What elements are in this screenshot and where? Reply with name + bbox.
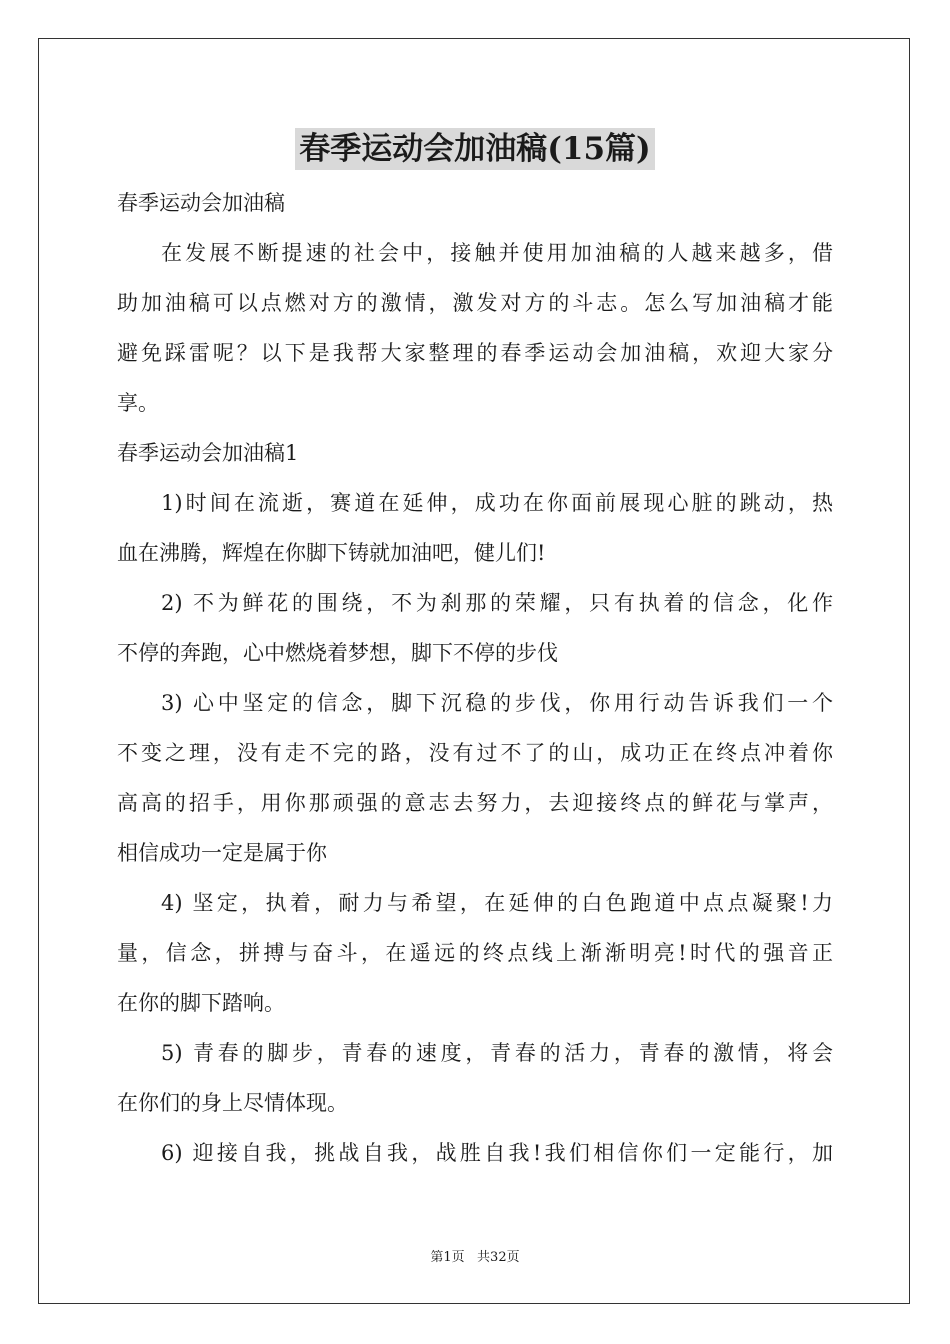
paragraph-line: 血在沸腾，辉煌在你脚下铸就加油吧，健儿们!	[117, 541, 546, 565]
paragraph-line: 不停的奔跑，心中燃烧着梦想，脚下不停的步伐	[117, 641, 558, 665]
paragraph-line: 4) 坚定，执着，耐力与希望，在延伸的白色跑道中点点凝聚!力	[161, 891, 833, 915]
paragraph-line: 避免踩雷呢？以下是我帮大家整理的春季运动会加油稿，欢迎大家分	[117, 341, 833, 365]
paragraph-line: 享。	[117, 391, 159, 415]
paragraph-line: 1)时间在流逝，赛道在延伸，成功在你面前展现心脏的跳动，热	[161, 491, 833, 515]
document-title: 春季运动会加油稿(15篇)	[295, 128, 654, 170]
page-footer: 第1页 共32页	[430, 1250, 520, 1265]
paragraph-line: 量，信念，拼搏与奋斗，在遥远的终点线上渐渐明亮!时代的强音正	[117, 941, 833, 965]
paragraph-line: 5) 青春的脚步，青春的速度，青春的活力，青春的激情，将会	[161, 1041, 833, 1065]
section-heading: 春季运动会加油稿1	[117, 441, 299, 465]
document-body	[117, 178, 833, 1178]
paragraph-line: 在发展不断提速的社会中，接触并使用加油稿的人越来越多，借	[161, 241, 833, 265]
paragraph-line: 3) 心中坚定的信念，脚下沉稳的步伐，你用行动告诉我们一个	[161, 691, 833, 715]
title-container	[0, 128, 950, 170]
paragraph-line: 在你们的身上尽情体现。	[117, 1091, 348, 1115]
paragraph-line: 2) 不为鲜花的围绕，不为刹那的荣耀，只有执着的信念，化作	[161, 591, 833, 615]
paragraph-line: 相信成功一定是属于你	[117, 841, 327, 865]
paragraph-line: 不变之理，没有走不完的路，没有过不了的山，成功正在终点冲着你	[117, 741, 833, 765]
paragraph-line: 在你的脚下踏响。	[117, 991, 285, 1015]
section-heading: 春季运动会加油稿	[117, 191, 285, 215]
paragraph-line: 6) 迎接自我，挑战自我，战胜自我!我们相信你们一定能行，加	[161, 1141, 833, 1165]
paragraph-line: 助加油稿可以点燃对方的激情，激发对方的斗志。怎么写加油稿才能	[117, 291, 833, 315]
paragraph-line: 高高的招手，用你那顽强的意志去努力，去迎接终点的鲜花与掌声，	[117, 791, 833, 815]
